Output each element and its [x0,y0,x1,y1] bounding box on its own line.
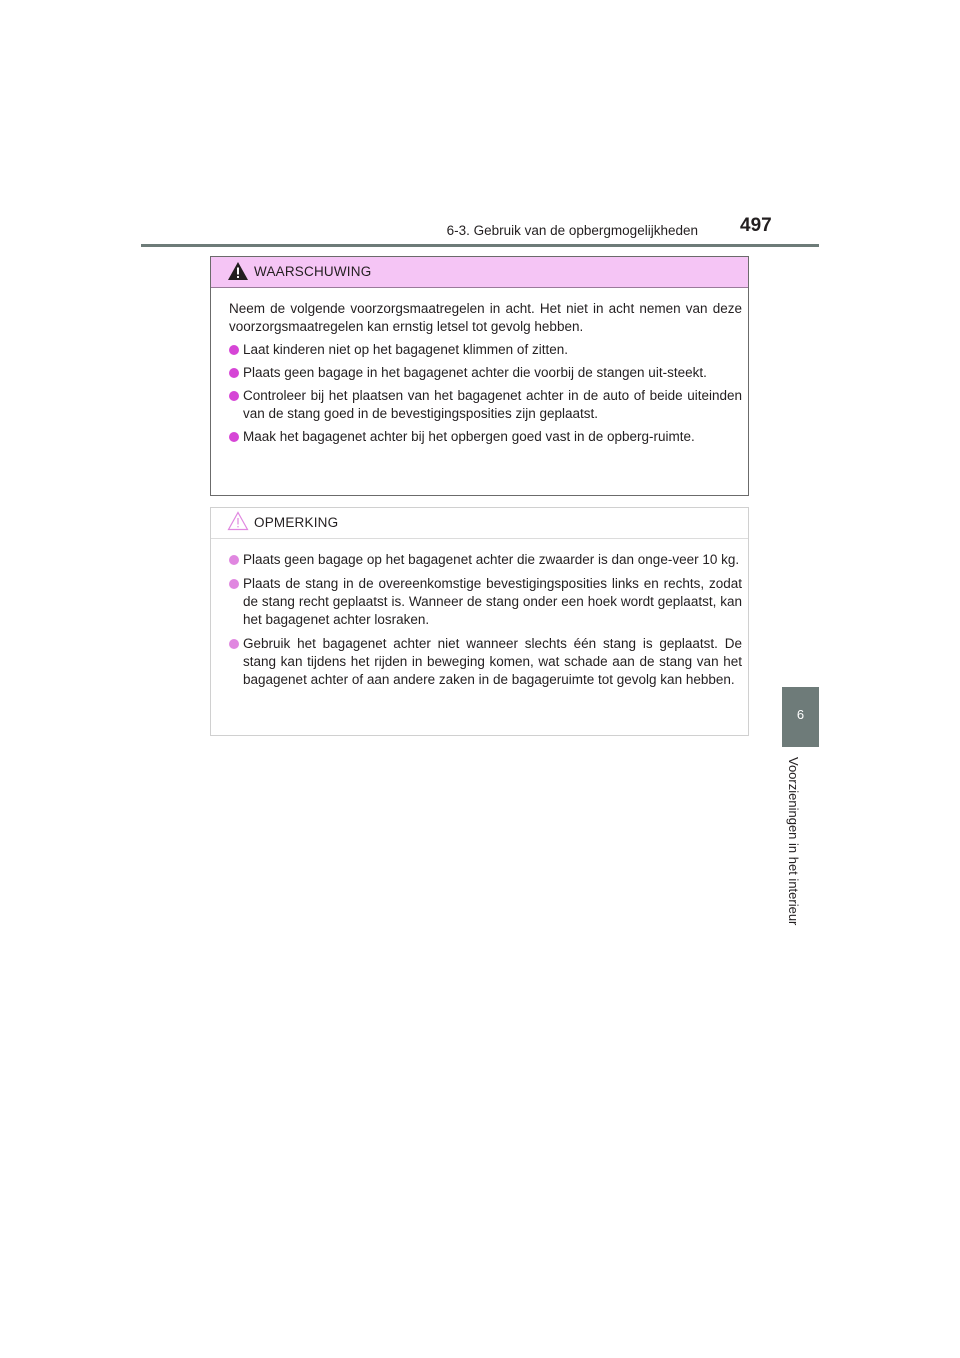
list-item-text: Plaats geen bagage in het bagagenet achter die voorbij de stangen uit-steekt. [243,365,707,380]
warning-title: WAARSCHUWING [254,264,372,279]
list-item [229,551,742,569]
chapter-number: 6 [796,707,805,722]
bullet-dot [229,639,239,649]
warning-body [211,288,748,446]
list-item [229,387,742,423]
list-item [229,575,742,629]
warning-box [210,256,749,496]
warning-triangle-filled-icon [227,261,249,281]
bullet-dot [229,579,239,589]
page-number: 497 [740,215,772,236]
warning-triangle-outline-icon [227,511,249,531]
list-item-text: Gebruik het bagagenet achter niet wanneer slechts één stang is geplaatst. De stang kan tijdens het rijden in beweging komen, wat schade aan de stang van het bagagenet achter of aan andere zaken in de bagageruimte tot gevolg kan hebben. [243,636,742,687]
list-item [229,341,742,359]
list-item-text: Laat kinderen niet op het bagagenet klimmen of zitten. [243,342,568,357]
notice-header [211,508,748,539]
bullet-dot [229,368,239,378]
list-item [229,635,742,689]
list-item-text: Plaats geen bagage op het bagagenet achter die zwaarder is dan onge-veer 10 kg. [243,552,740,567]
list-item-text: Controleer bij het plaatsen van het bagagenet achter in de auto of beide uiteinden van de stang goed in de bevestigingsposities zijn geplaatst. [243,388,742,421]
chapter-title: Voorzieningen in het interieur [786,757,801,926]
header-rule [141,244,819,247]
list-item [229,428,742,446]
section-title: 6-3. Gebruik van de opbergmogelijkheden [446,223,698,238]
notice-title: OPMERKING [254,515,339,530]
notice-list [229,551,742,689]
bullet-dot [229,432,239,442]
list-item-text: Plaats de stang in de overeenkomstige bevestigingsposities links en rechts, zodat de stang recht geplaatst is. Wanneer de stang onder een hoek wordt geplaatst, kan het bagagenet achter losraken. [243,576,742,627]
chapter-tab [782,687,819,747]
warning-list [229,341,742,446]
bullet-dot [229,345,239,355]
warning-header [211,257,748,288]
bullet-dot [229,555,239,565]
list-item [229,364,742,382]
bullet-dot [229,391,239,401]
list-item-text: Maak het bagagenet achter bij het opbergen goed vast in de opberg-ruimte. [243,429,695,444]
notice-box [210,507,749,736]
warning-intro: Neem de volgende voorzorgsmaatregelen in acht. Het niet in acht nemen van deze voorzorgsmaatregelen kan ernstig letsel tot gevolg hebben. [229,301,742,334]
notice-body [211,539,748,689]
